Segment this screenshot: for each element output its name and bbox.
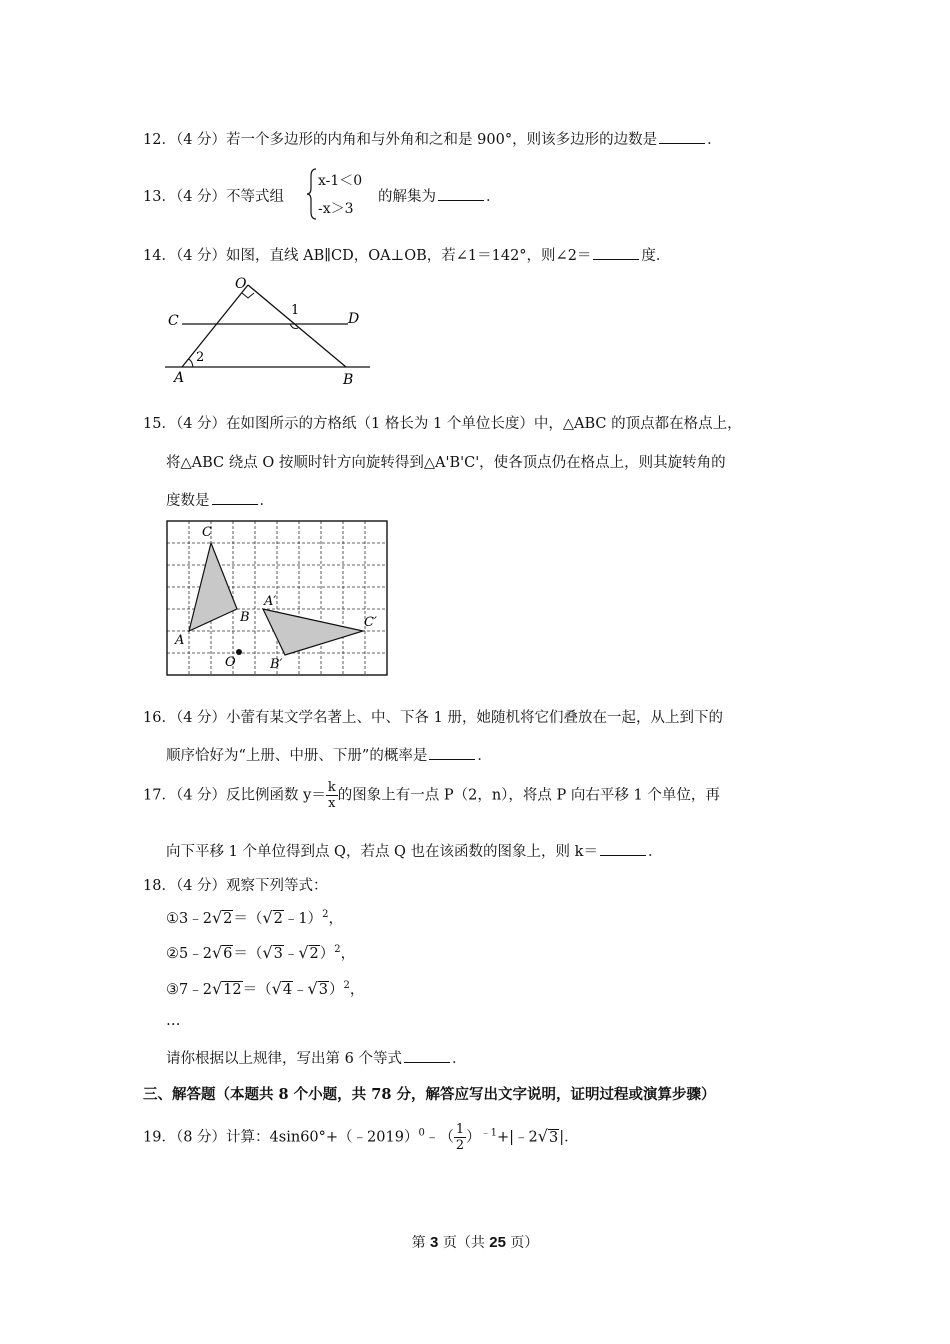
question-17-line-2: 向下平移 1 个单位得到点 Q，若点 Q 也在该函数的图象上，则 k＝ ．: [166, 844, 663, 860]
question-13: 13．（4 分）不等式组: [143, 189, 285, 205]
brace-icon: [307, 168, 317, 220]
question-18: 18．（4 分）观察下列等式：: [143, 878, 328, 894]
question-12: 12．（4 分）若一个多边形的内角和与外角和之和是 900°，则该多边形的边数是 ．: [143, 132, 722, 148]
question-16-line-2: 顺序恰好为“上册、中册、下册”的概率是 ．: [166, 748, 492, 764]
label-a: A: [175, 633, 185, 648]
answer-blank: [429, 747, 475, 760]
answer-blank: [659, 131, 705, 144]
label-b: B: [240, 610, 250, 625]
parallel-lines-figure: [160, 272, 380, 390]
label-angle-1: 1: [291, 303, 300, 318]
label-o: O: [235, 276, 247, 292]
label-a: A: [174, 370, 185, 386]
answer-blank: [438, 188, 484, 201]
point-o: [236, 649, 242, 655]
grid-rotation-figure: [164, 518, 390, 678]
label-b-prime: B′: [270, 657, 283, 672]
label-angle-2: 2: [196, 350, 205, 365]
label-a-prime: A′: [264, 594, 277, 609]
question-17-line-1: 17．（4 分）反比例函数 y＝ $\frac{k}{x}$ 的图象上有一点 P（2，n），将点 P 向右平移 1 个单位，再: [143, 780, 720, 811]
triangle-abc-rotated: [263, 609, 363, 655]
answer-blank: [593, 247, 639, 260]
fraction-half: $\frac{1}{2}$: [455, 1122, 465, 1153]
question-15-line-1: 15．（4 分）在如图所示的方格纸（1 格长为 1 个单位长度）中，△ABC 的顶点都在格点上，: [143, 416, 742, 432]
equation-2: ②5﹣2√6＝（√3﹣√2）$^2$，: [166, 943, 356, 962]
equation-3: ③7﹣2√12＝（√4﹣√3）$^2$，: [166, 979, 365, 998]
right-angle-mark: [242, 293, 254, 298]
question-15-line-3: 度数是 ．: [166, 493, 274, 509]
label-d: D: [348, 311, 360, 327]
label-c: C: [168, 313, 179, 329]
label-b: B: [343, 372, 354, 388]
page-footer: 第 3 页（共 25 页）: [411, 1234, 539, 1251]
total-pages: 25: [489, 1234, 506, 1251]
label-o: O: [225, 655, 236, 670]
segment-oa: [182, 285, 248, 367]
question-19: 19．（8 分）计算：4sin60°+（﹣2019）$^0$﹣（ $\frac{1}{2}$ ）$^{﹣1}$+|﹣2√3|．: [143, 1122, 579, 1153]
inequality-row-1: x-1＜0: [318, 173, 363, 189]
question-15-line-2: 将△ABC 绕点 O 按顺时针方向旋转得到△A'B'C'，使各顶点仍在格点上，则其旋转角的: [166, 455, 726, 471]
answer-blank: [404, 1050, 450, 1063]
question-14: 14．（4 分）如图，直线 AB∥CD，OA⊥OB，若∠1＝142°，则∠2＝ 度．: [143, 248, 671, 264]
equation-1: ①3﹣2√2＝（√2﹣1）$^2$，: [166, 908, 343, 927]
inequality-row-2: -x＞3: [318, 201, 354, 217]
angle-2-arc: [188, 359, 193, 367]
page-number: 3: [430, 1234, 439, 1251]
label-c-prime: C′: [364, 615, 377, 630]
answer-blank: [600, 843, 646, 856]
question-18-ask: 请你根据以上规律，写出第 6 个等式 ．: [166, 1051, 467, 1067]
fraction-k-over-x: $\frac{k}{x}$: [327, 780, 336, 811]
label-c: C: [202, 525, 212, 540]
question-16-line-1: 16．（4 分）小蕾有某文学名著上、中、下各 1 册，她随机将它们叠放在一起，从上到下的: [143, 710, 723, 726]
answer-blank: [212, 492, 258, 505]
ellipsis: …: [166, 1013, 181, 1029]
section-heading: 三、解答题（本题共 8 个小题，共 78 分，解答应写出文字说明，证明过程或演算步骤）: [143, 1086, 716, 1103]
segment-ob: [248, 285, 346, 367]
question-13-tail: 的解集为 ．: [378, 189, 501, 205]
